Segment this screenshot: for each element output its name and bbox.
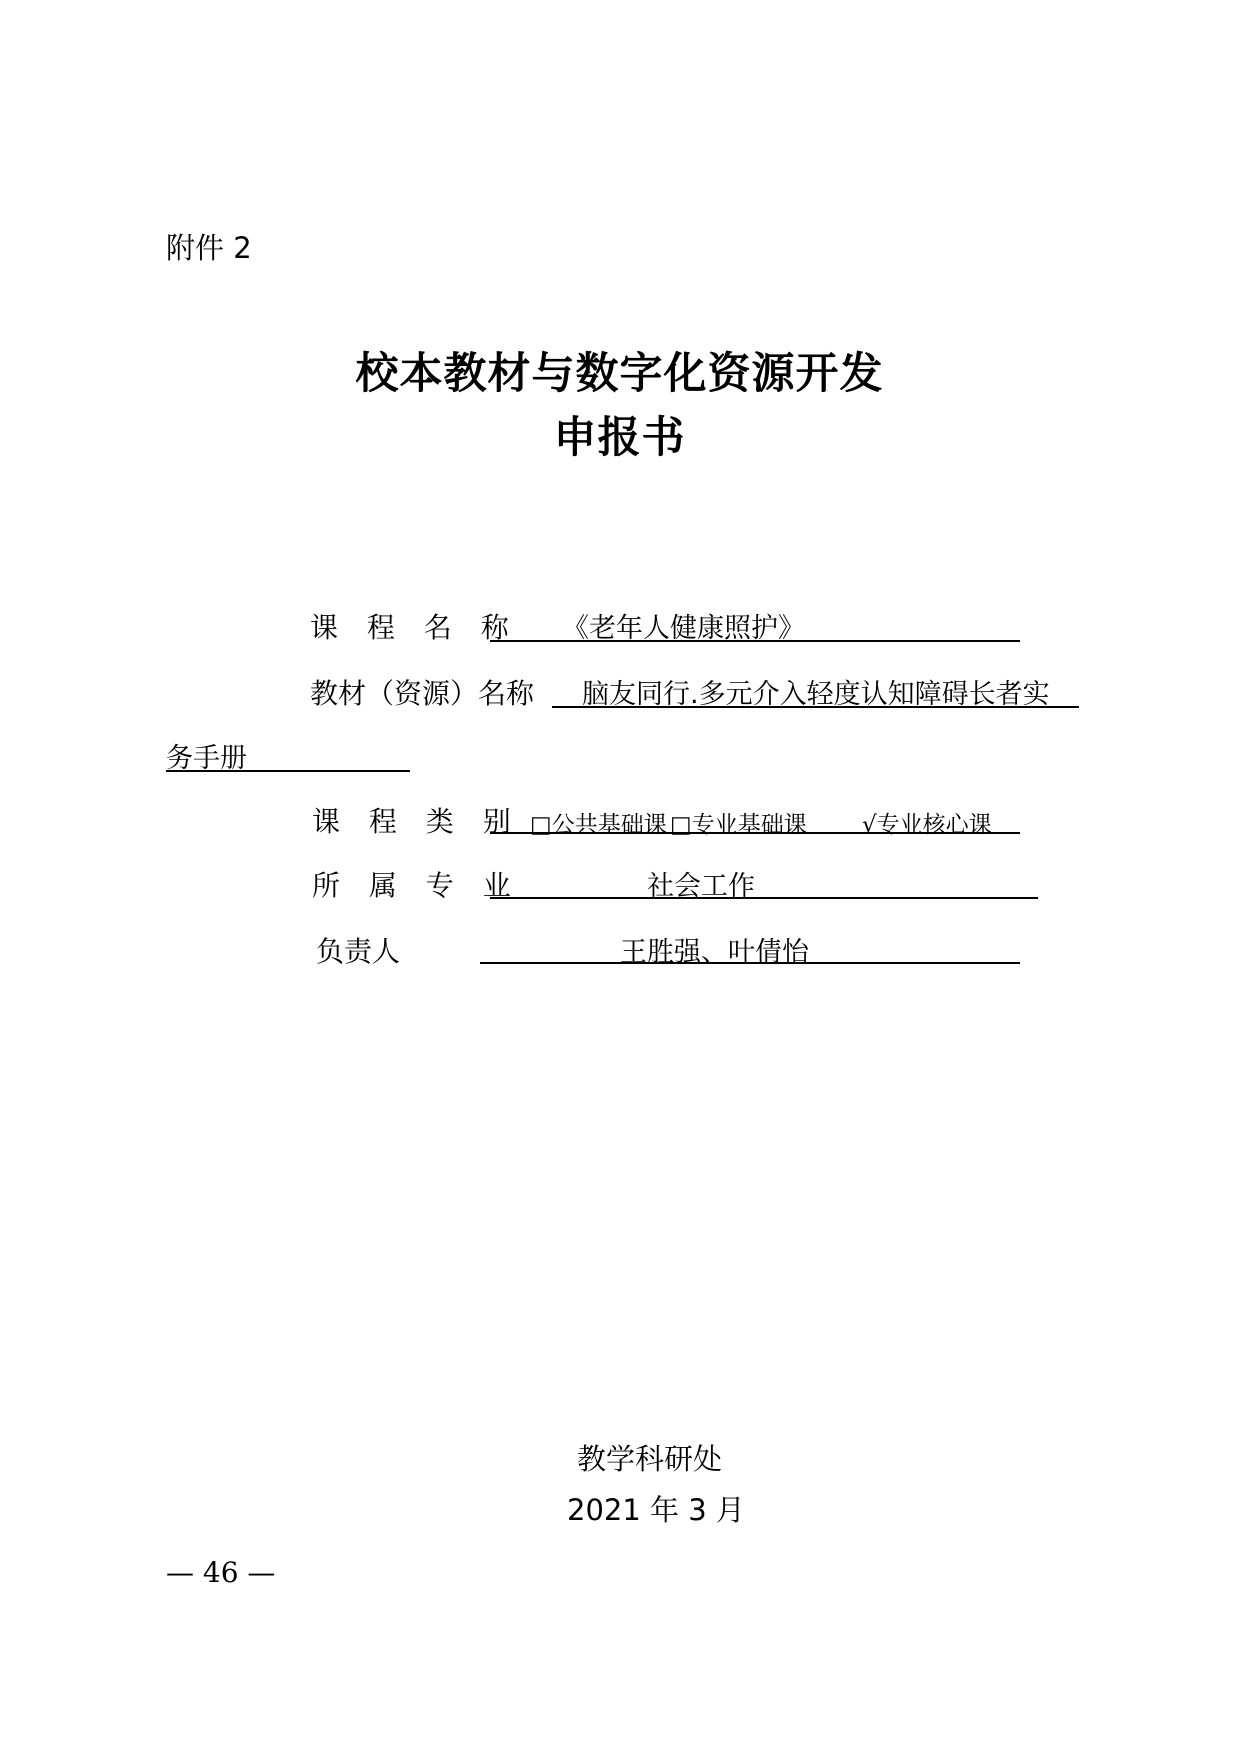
page-number: — 46 — (166, 1556, 276, 1589)
owner-label: 负责人 (316, 935, 401, 968)
category-option-major-core: √专业核心课 (862, 812, 992, 838)
document-subtitle: 申报书 (553, 413, 686, 463)
category-option-public-basic: □公共基础课 (530, 812, 667, 838)
material-name-value-line2: 务手册 (166, 743, 247, 774)
issuing-department: 教学科研处 (577, 1442, 723, 1476)
issue-date: 2021 年 3 月 (567, 1493, 745, 1527)
material-name-underline-2 (166, 770, 410, 772)
material-name-value-line1: 脑友同行.多元介入轻度认知障碍长者实 (582, 679, 1050, 710)
course-category-label: 课 程 类 别 (312, 805, 521, 838)
owner-value: 王胜强、叶倩怡 (620, 937, 809, 968)
major-value: 社会工作 (647, 871, 755, 902)
material-name-label: 教材（资源）名称 (310, 677, 535, 710)
major-label: 所 属 专 业 (312, 869, 521, 902)
course-name-label: 课 程 名 称 (310, 611, 519, 644)
course-name-value: 《老年人健康照护》 (562, 613, 805, 644)
category-option-major-basic: □专业基础课 (670, 812, 807, 838)
major-underline (490, 897, 1038, 899)
attachment-label: 附件 2 (166, 231, 252, 265)
document-title: 校本教材与数字化资源开发 (355, 349, 884, 399)
